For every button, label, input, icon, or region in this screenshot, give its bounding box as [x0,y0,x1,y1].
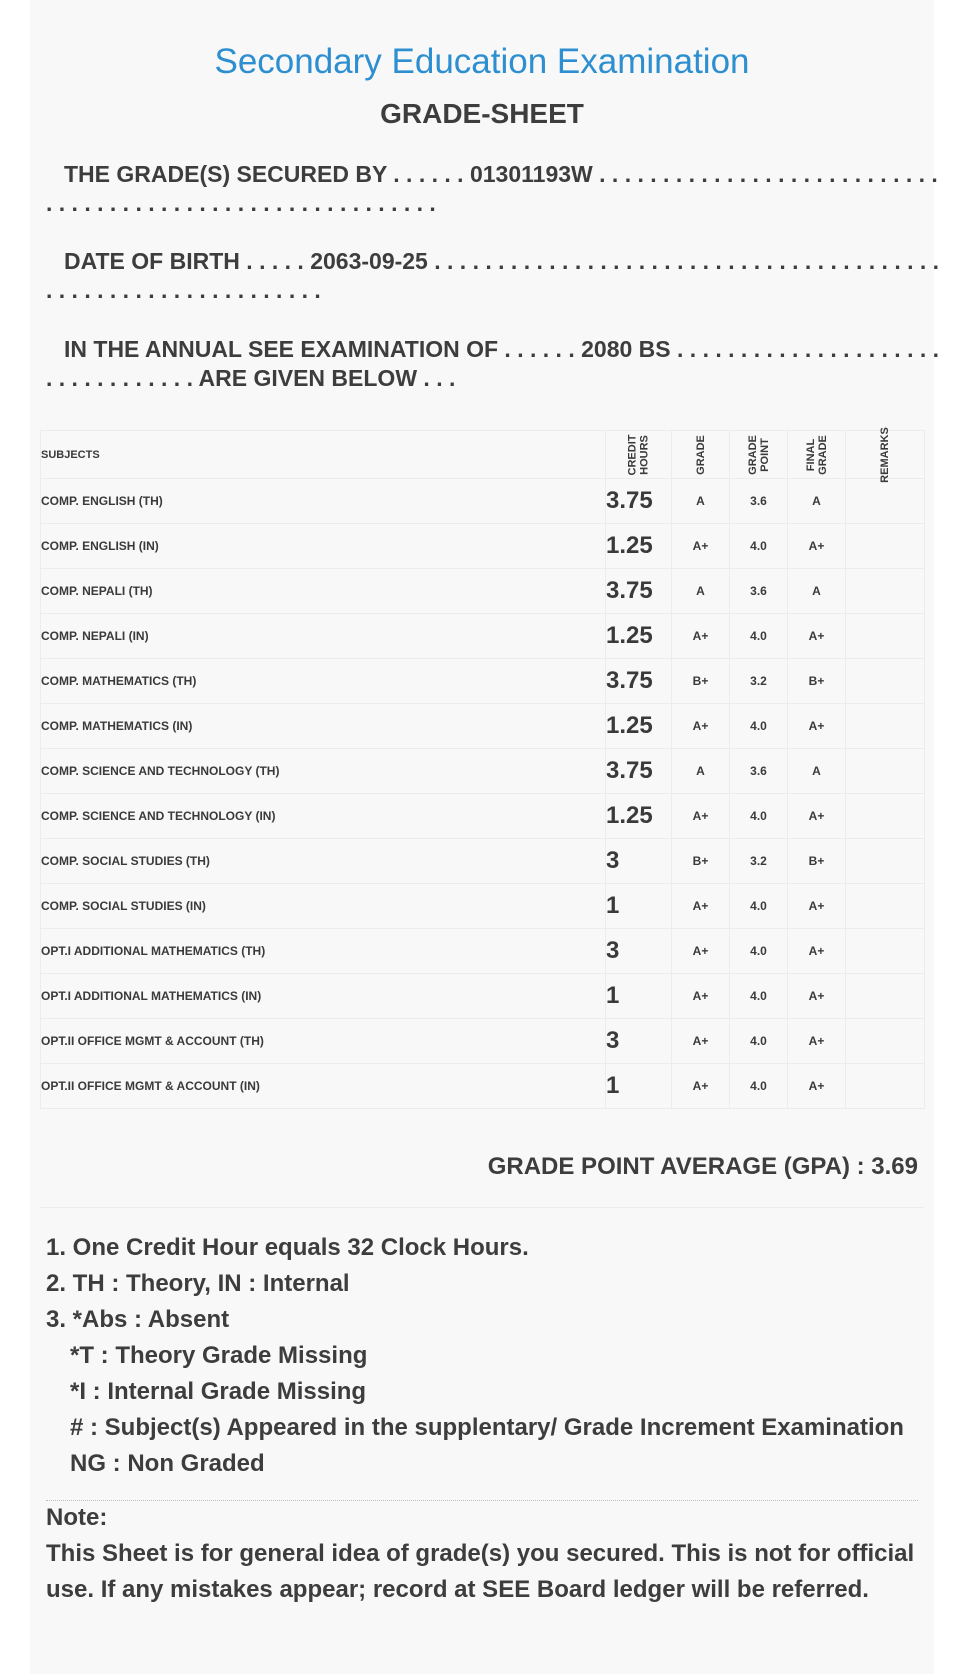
dob-label: DATE OF BIRTH [64,248,240,274]
grade-point-cell: 4.0 [730,929,788,974]
exam-value: 2080 BS [581,336,671,362]
credit-cell: 1.25 [606,794,672,839]
grade-point-cell: 3.2 [730,659,788,704]
remarks-cell [846,614,925,659]
gpa-summary: GRADE POINT AVERAGE (GPA) : 3.69 [487,1153,918,1180]
exam-label: IN THE ANNUAL SEE EXAMINATION OF [64,336,499,362]
legend-sub-item: *I : Internal Grade Missing [70,1378,367,1405]
grades-table [40,426,925,1109]
credit-hours-header: CREDIT HOURS [606,431,672,479]
final-grade-cell: A [788,569,846,614]
remarks-header: REMARKS [846,431,925,479]
remarks-cell [846,884,925,929]
remarks-cell [846,839,925,884]
subjects-header: SUBJECTS [41,431,606,479]
table-row [41,1064,925,1109]
table-row [41,884,925,929]
final-grade-cell: A [788,479,846,524]
dob-line: DATE OF BIRTH . . . . . 2063-09-25 . . . . . . . . . . . . . . . . . . . . . . . . . . . . . . . . . . . . . . . . . . . . . . . . . . . . . . . . . . . . . . [46,248,940,303]
credit-cell: 1.25 [606,614,672,659]
table-row [41,614,925,659]
table-row [41,749,925,794]
table-row [41,929,925,974]
credit-cell: 1 [606,884,672,929]
remarks-cell [846,749,925,794]
remarks-cell [846,929,925,974]
subject-cell: COMP. SCIENCE AND TECHNOLOGY (IN) [41,794,606,839]
final-grade-cell: A+ [788,1019,846,1064]
subject-cell: COMP. MATHEMATICS (TH) [41,659,606,704]
grade-point-cell: 4.0 [730,614,788,659]
legend-sub-item: # : Subject(s) Appeared in the supplentary/ Grade Increment Examination [70,1414,904,1441]
legend-item: 3. *Abs : Absent [46,1306,230,1333]
grade-point-cell: 3.6 [730,749,788,794]
final-grade-cell: A+ [788,974,846,1019]
final-grade-cell: A [788,749,846,794]
grade-point-header: GRADE POINT [730,431,788,479]
subject-cell: OPT.I ADDITIONAL MATHEMATICS (IN) [41,974,606,1019]
legend-item: 1. One Credit Hour equals 32 Clock Hours. [46,1234,529,1261]
grade-header: GRADE [672,431,730,479]
subject-cell: COMP. SCIENCE AND TECHNOLOGY (TH) [41,749,606,794]
exam-line: IN THE ANNUAL SEE EXAMINATION OF . . . . . . 2080 BS . . . . . . . . . . . . . . . . . . . . . . . . . . . . . . . . . ARE GIVEN BELOW . . . [46,336,940,391]
grade-point-cell: 4.0 [730,884,788,929]
grade-cell: A+ [672,1019,730,1064]
grade-point-cell: 3.2 [730,839,788,884]
symbol-value: 01301193W [469,161,593,187]
final-grade-cell: A+ [788,794,846,839]
grade-point-cell: 4.0 [730,524,788,569]
legend-sub-item: NG : Non Graded [70,1450,265,1477]
grade-cell: A+ [672,929,730,974]
grade-cell: A [672,569,730,614]
legend-sub-item: *T : Theory Grade Missing [70,1342,368,1369]
remarks-cell [846,1064,925,1109]
final-grade-cell: A+ [788,1064,846,1109]
page-title: Secondary Education Examination [214,42,750,81]
credit-cell: 1 [606,1064,672,1109]
credit-cell: 3 [606,929,672,974]
grade-cell: A+ [672,884,730,929]
credit-cell: 3.75 [606,479,672,524]
table-row [41,479,925,524]
legend-item: 2. TH : Theory, IN : Internal [46,1270,350,1297]
student-symbol-line: THE GRADE(S) SECURED BY . . . . . . 01301193W . . . . . . . . . . . . . . . . . . . . . . . . . . . . . . . . . . . . . . . . . . . . . . . . . . . . . . . . . . [46,161,938,216]
grade-point-cell: 3.6 [730,479,788,524]
grade-cell: A+ [672,704,730,749]
symbol-label: THE GRADE(S) SECURED BY [64,161,387,187]
subject-cell: COMP. SOCIAL STUDIES (TH) [41,839,606,884]
final-grade-cell: A+ [788,884,846,929]
table-row [41,524,925,569]
grade-cell: B+ [672,839,730,884]
subject-cell: COMP. ENGLISH (IN) [41,524,606,569]
remarks-cell [846,479,925,524]
grade-cell: A+ [672,524,730,569]
gpa-divider [40,1207,924,1208]
grade-cell: A+ [672,614,730,659]
remarks-cell [846,659,925,704]
subject-cell: COMP. SOCIAL STUDIES (IN) [41,884,606,929]
credit-cell: 3.75 [606,659,672,704]
final-grade-cell: A+ [788,524,846,569]
note-body: This Sheet is for general idea of grade(s) you secured. This is not for official use. If any mistakes appear; record at SEE Board ledger will be referred. [46,1540,915,1603]
credit-cell: 3 [606,839,672,884]
credit-cell: 3.75 [606,749,672,794]
grade-cell: A+ [672,974,730,1019]
final-grade-header: FINAL GRADE [788,431,846,479]
table-row [41,659,925,704]
final-grade-cell: B+ [788,659,846,704]
exam-suffix: ARE GIVEN BELOW . . . [198,365,456,391]
dob-value: 2063-09-25 [310,248,428,274]
grade-point-cell: 4.0 [730,1064,788,1109]
subject-cell: COMP. NEPALI (TH) [41,569,606,614]
grade-cell: A [672,749,730,794]
credit-cell: 1 [606,974,672,1019]
remarks-cell [846,1019,925,1064]
note-heading: Note: [46,1504,108,1531]
subject-cell: COMP. ENGLISH (TH) [41,479,606,524]
credit-cell: 1.25 [606,524,672,569]
grade-cell: A+ [672,794,730,839]
remarks-cell [846,569,925,614]
subject-cell: OPT.II OFFICE MGMT & ACCOUNT (IN) [41,1064,606,1109]
grade-point-cell: 4.0 [730,1019,788,1064]
final-grade-cell: A+ [788,614,846,659]
remarks-cell [846,794,925,839]
subject-cell: COMP. MATHEMATICS (IN) [41,704,606,749]
credit-cell: 3 [606,1019,672,1064]
page-subtitle: GRADE-SHEET [380,98,584,129]
table-row [41,839,925,884]
remarks-cell [846,974,925,1019]
remarks-cell [846,704,925,749]
final-grade-cell: A+ [788,929,846,974]
grade-point-cell: 4.0 [730,704,788,749]
final-grade-cell: A+ [788,704,846,749]
final-grade-cell: B+ [788,839,846,884]
grade-point-cell: 4.0 [730,794,788,839]
grade-cell: B+ [672,659,730,704]
subject-cell: OPT.II OFFICE MGMT & ACCOUNT (TH) [41,1019,606,1064]
grade-point-cell: 4.0 [730,974,788,1019]
note-divider [46,1500,918,1501]
subject-cell: OPT.I ADDITIONAL MATHEMATICS (TH) [41,929,606,974]
grade-point-cell: 3.6 [730,569,788,614]
credit-cell: 1.25 [606,704,672,749]
legend-list [46,1230,926,1482]
table-header-row [41,431,925,479]
credit-cell: 3.75 [606,569,672,614]
subject-cell: COMP. NEPALI (IN) [41,614,606,659]
grade-cell: A+ [672,1064,730,1109]
remarks-cell [846,524,925,569]
grade-sheet [30,0,940,1674]
table-row [41,569,925,614]
table-row [41,1019,925,1064]
grade-cell: A [672,479,730,524]
table-row [41,704,925,749]
table-row [41,794,925,839]
table-row [41,974,925,1019]
